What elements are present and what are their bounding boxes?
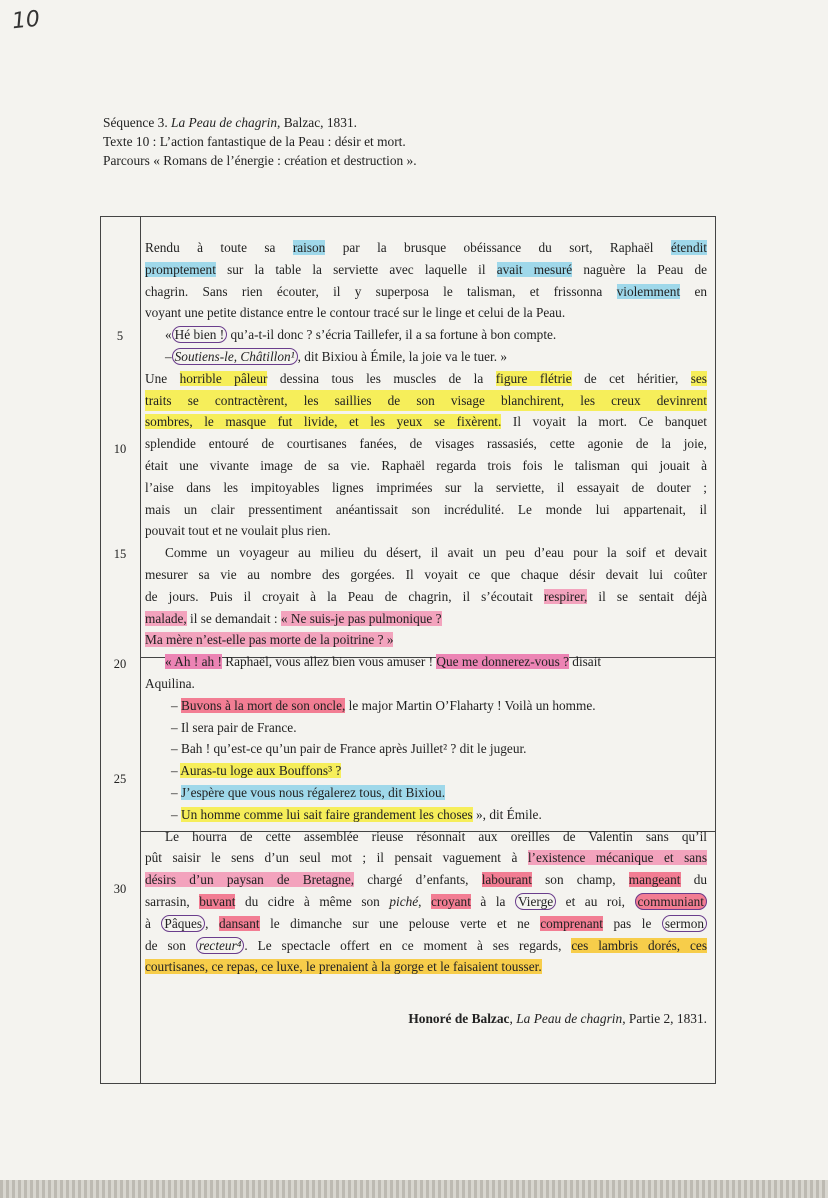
header-sequence: Séquence 3. La Peau de chagrin, Balzac, 1831.	[103, 115, 357, 130]
text-line: sombres, le masque fut livide, et les yeux se fixèrent. Il voyait la mort. Ce banquet	[145, 414, 707, 430]
text-line: malade, il se demandait : « Ne suis-je pas pulmonique ?	[145, 610, 442, 626]
text-line: Aquilina.	[145, 675, 195, 691]
header-text-title: Texte 10 : L’action fantastique de la Peau : désir et mort.	[103, 134, 406, 149]
line-number: 30	[113, 882, 127, 896]
scan-bottom-edge	[0, 1180, 828, 1198]
text-line: courtisanes, ce repas, ce luxe, le prenaient à la gorge et le faisaient tousser.	[145, 959, 542, 975]
text-line: Comme un voyageur au milieu du désert, il avait un peu d’eau pour la soif et devait	[165, 545, 707, 561]
text-line: de son recteur⁴ . Le spectacle offert en ce moment à ses regards, ces lambris dorés, ces	[145, 937, 708, 953]
text-line: – Bah ! qu’est-ce qu’un pair de France après Juillet² ? dit le jugeur.	[171, 741, 527, 757]
line-number: 5	[116, 329, 124, 343]
header-parcours: Parcours « Romans de l’énergie : création et destruction ».	[103, 153, 417, 168]
text-line: Ma mère n’est-elle pas morte de la poitrine ? »	[145, 632, 394, 648]
text-line: mais un clair pressentiment anéantissait son incrédulité. Le monde lui appartenait, il	[145, 501, 707, 517]
line-number: 10	[113, 442, 127, 456]
text-line: était une vivante image de sa vie. Raphaël regarda trois fois le talisman qui jouait à	[145, 457, 707, 473]
text-line: – Auras-tu loge aux Bouffons³ ?	[171, 763, 342, 779]
text-line: l’aise dans les impitoyables lignes imprimées sur la serviette, il essayait de douter ;	[145, 479, 707, 495]
text-line: splendide entouré de courtisanes fanées, de visages rassasiés, cette agonie de la joie,	[145, 436, 707, 452]
passage-text	[145, 237, 707, 978]
handwritten-page-number: 10	[10, 6, 42, 35]
text-line: Le hourra de cette assemblée rieuse résonnait aux oreilles de Valentin sans qu’il	[165, 828, 707, 844]
text-frame	[100, 216, 716, 1084]
text-line: – Il sera pair de France.	[171, 719, 297, 735]
text-line: de jours. Puis il croyait à la Peau de chagrin, il s’écoutait respirer, il se sentait déjà	[145, 588, 708, 604]
text-line: « Hé bien ! qu’a-t-il donc ? s’écria Taillefer, il a sa fortune à bon compte.	[165, 327, 557, 343]
text-line: chagrin. Sans rien écouter, il y superposa le talisman, et frissonna violemment en	[145, 283, 707, 299]
text-line: à Pâques , dansant le dimanche sur une pelouse verte et ne comprenant pas le sermon	[145, 913, 707, 935]
text-line: désirs d’un paysan de Bretagne, chargé d’enfants, labourant son champ, mangeant du	[145, 872, 708, 888]
text-line: pût saisir le sens d’un seul mot ; il pensait vaguement à l’existence mécanique et sans	[145, 850, 707, 866]
line-number: 20	[113, 657, 127, 671]
text-line: – J’espère que vous nous régalerez tous, dit Bixiou.	[171, 784, 446, 800]
text-line: traits se contractèrent, les saillies de son visage blanchirent, les creux devinrent	[145, 390, 707, 412]
text-line: – Un homme comme lui sait faire grandement les choses », dit Émile.	[171, 806, 542, 822]
line-number: 25	[113, 772, 127, 786]
source-citation: Honoré de Balzac, La Peau de chagrin, Partie 2, 1831.	[408, 1011, 707, 1026]
text-line: – Soutiens-le, Châtillon¹ , dit Bixiou à Émile, la joie va le tuer. »	[165, 348, 508, 364]
text-line: promptement sur la table la serviette avec laquelle il avait mesuré naguère la Peau de	[145, 261, 708, 277]
text-line: sarrasin, buvant du cidre à même son piché, croyant à la Vierge et au roi, communiant	[145, 891, 707, 913]
text-line: « Ah ! ah ! Raphaël, vous allez bien vous amuser ! Que me donnerez-vous ? disait	[165, 654, 602, 670]
text-line: – Buvons à la mort de son oncle, le major Martin O’Flaharty ! Voilà un homme.	[171, 697, 596, 713]
text-line: mesurer sa vie au nombre des gorgées. Il voyait ce que chaque désir devait lui coûter	[145, 566, 707, 582]
text-line: Une horrible pâleur dessina tous les muscles de la figure flétrie de cet héritier, ses	[145, 370, 707, 386]
text-line: voyant une petite distance entre le contour tracé sur le linge et celui de la Peau.	[145, 305, 566, 321]
line-number: 15	[113, 547, 127, 561]
document-header	[103, 113, 417, 170]
margin-rule	[140, 217, 141, 1083]
text-line: pouvait tout et ne voulait plus rien.	[145, 523, 331, 539]
text-line: Rendu à toute sa raison par la brusque obéissance du sort, Raphaël étendit	[145, 240, 707, 255]
